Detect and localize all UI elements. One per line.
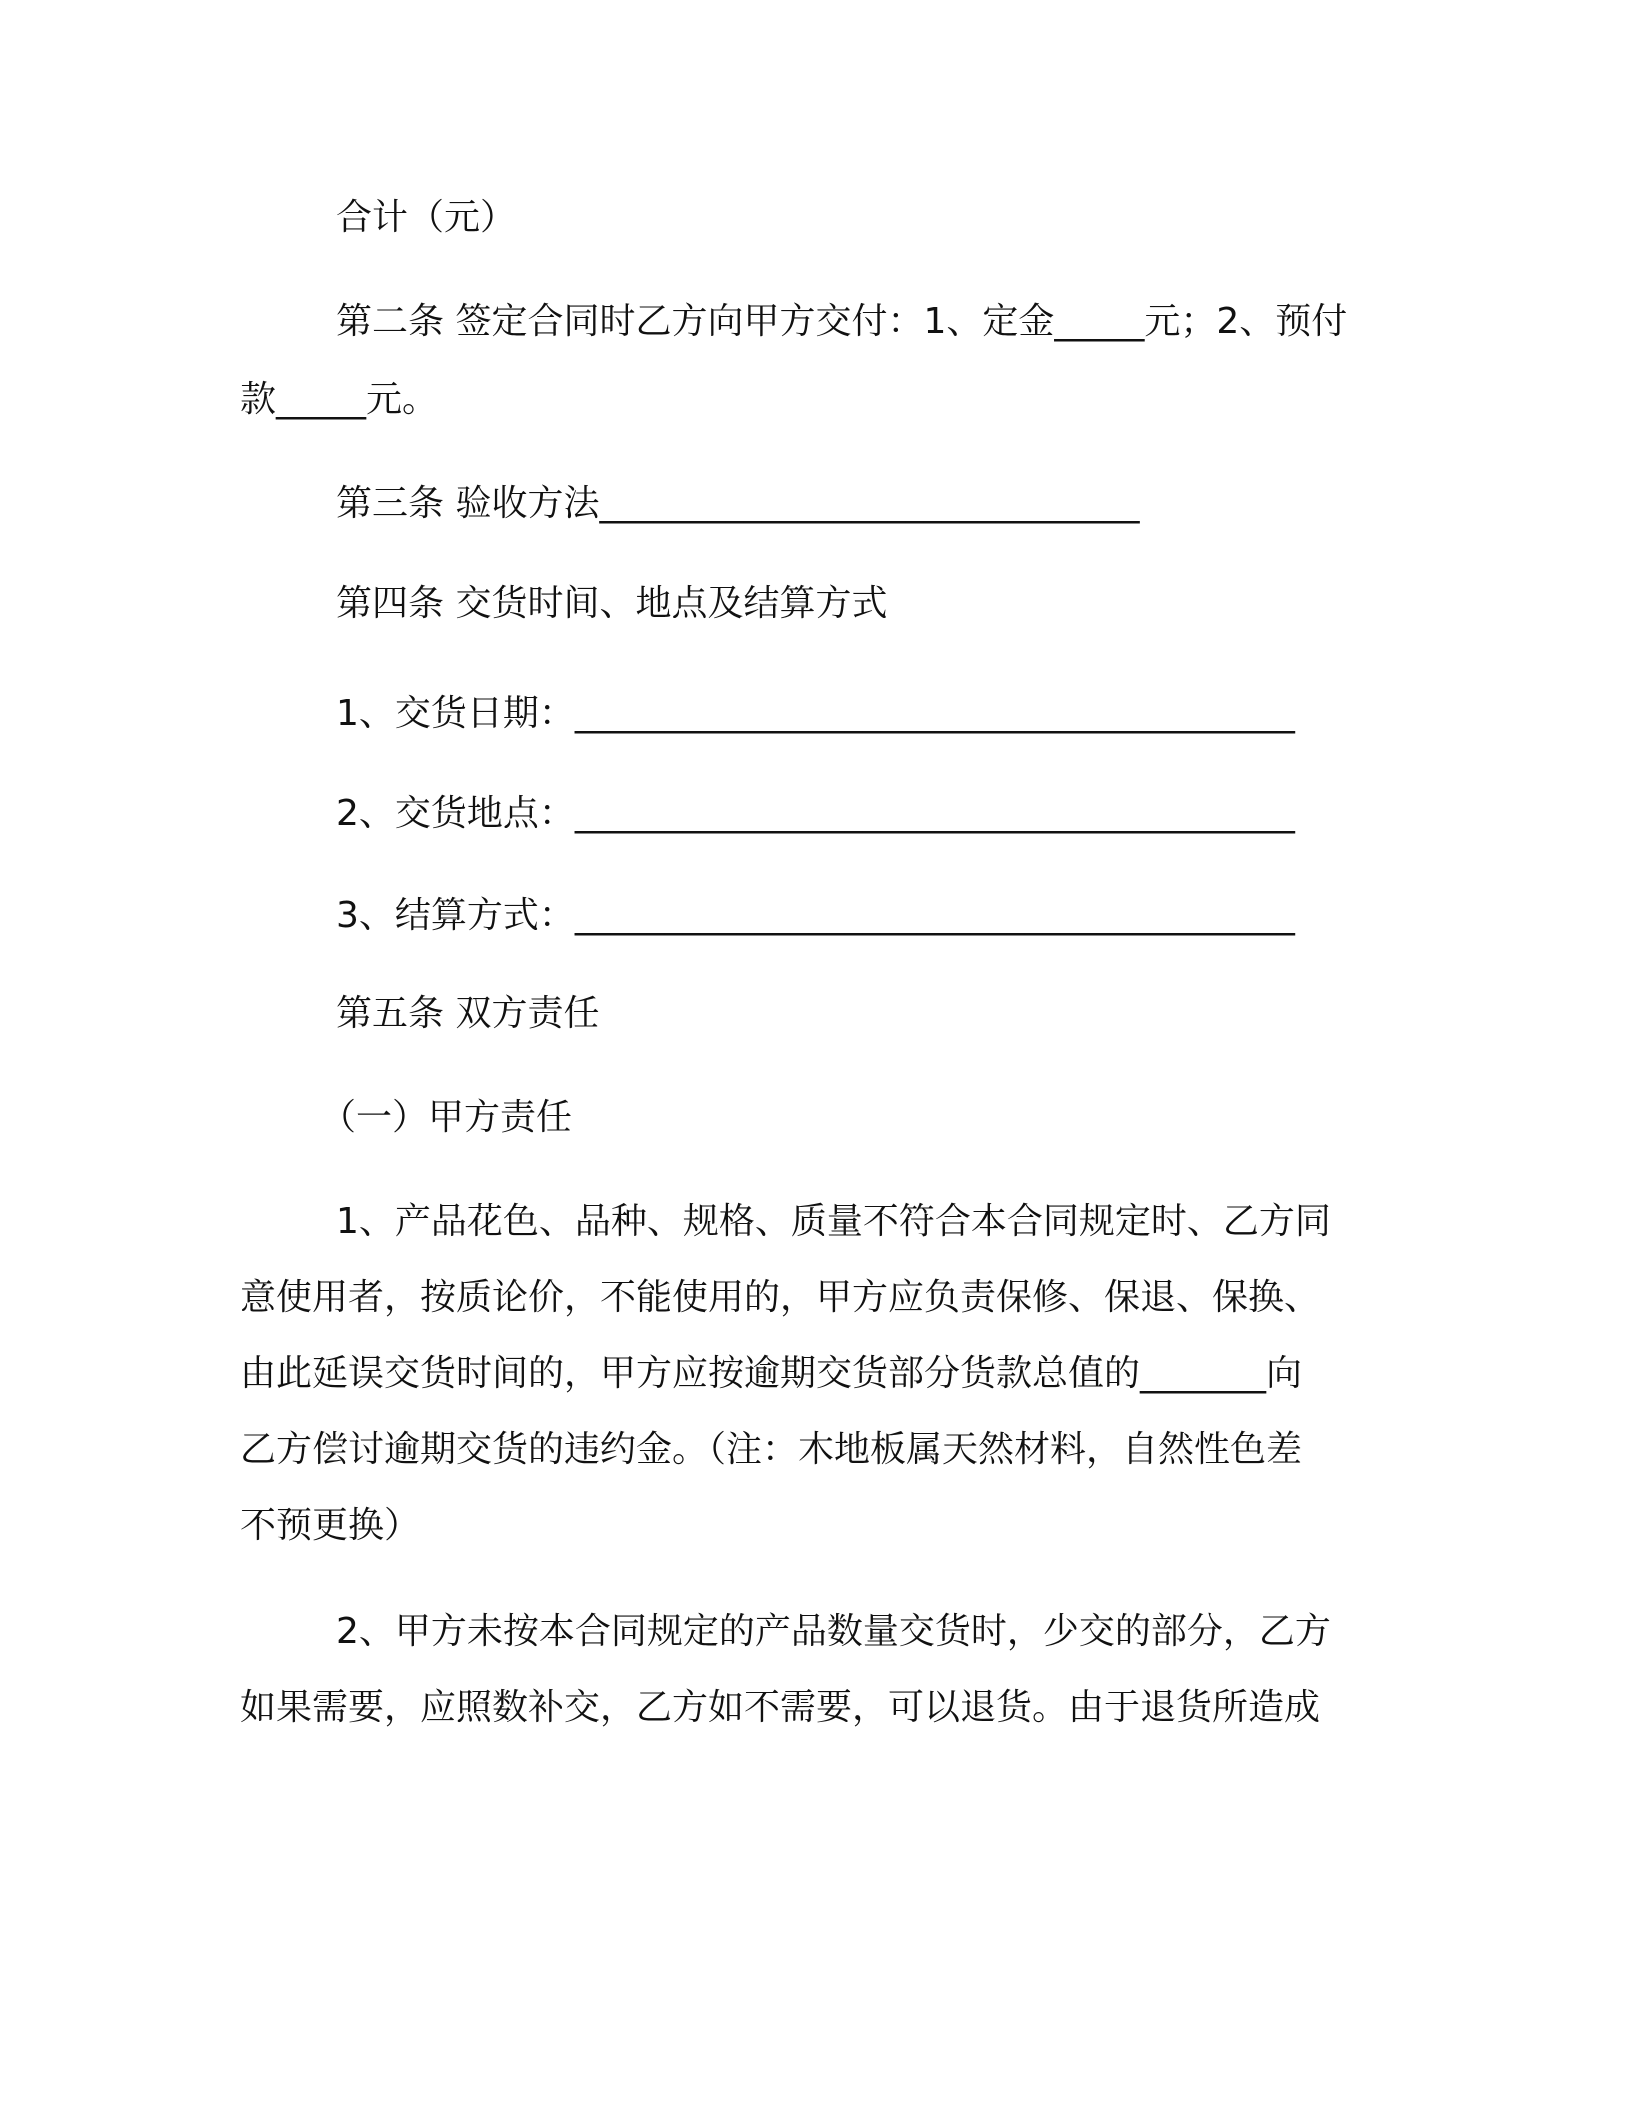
- clause-1-line-3: 由此延误交货时间的，甲方应按逾期交货部分货款总值的_______向: [240, 1353, 1303, 1394]
- clause-1-line-1: 1、产品花色、品种、规格、质量不符合本合同规定时、乙方同: [336, 1201, 1331, 1242]
- clause-2-line-1: 2、甲方未按本合同规定的产品数量交货时，少交的部分，乙方: [336, 1611, 1331, 1652]
- clause-2-line-2: 如果需要，应照数补交，乙方如不需要，可以退货。由于退货所造成: [240, 1687, 1321, 1728]
- delivery-place-line: 2、交货地点：________________________________________: [336, 793, 1295, 834]
- article-2-line-2: 款_____元。: [240, 379, 439, 420]
- article-5-heading: 第五条 双方责任: [336, 993, 600, 1034]
- article-2-line-1: 第二条 签定合同时乙方向甲方交付：1、定金_____元；2、预付: [336, 301, 1348, 342]
- delivery-date-line: 1、交货日期：________________________________________: [336, 693, 1295, 734]
- clause-1-line-4: 乙方偿讨逾期交货的违约金。（注：木地板属天然材料，自然性色差: [240, 1429, 1303, 1470]
- party-a-responsibility-heading: （一）甲方责任: [320, 1097, 573, 1138]
- article-3-heading: 第三条 验收方法______________________________: [336, 483, 1140, 524]
- clause-1-line-5: 不预更换）: [240, 1505, 421, 1546]
- clause-1-line-2: 意使用者，按质论价，不能使用的，甲方应负责保修、保退、保换、: [240, 1277, 1321, 1318]
- total-label: 合计（元）: [336, 197, 517, 238]
- article-4-heading: 第四条 交货时间、地点及结算方式: [336, 583, 888, 624]
- settlement-method-line: 3、结算方式：________________________________________: [336, 895, 1295, 936]
